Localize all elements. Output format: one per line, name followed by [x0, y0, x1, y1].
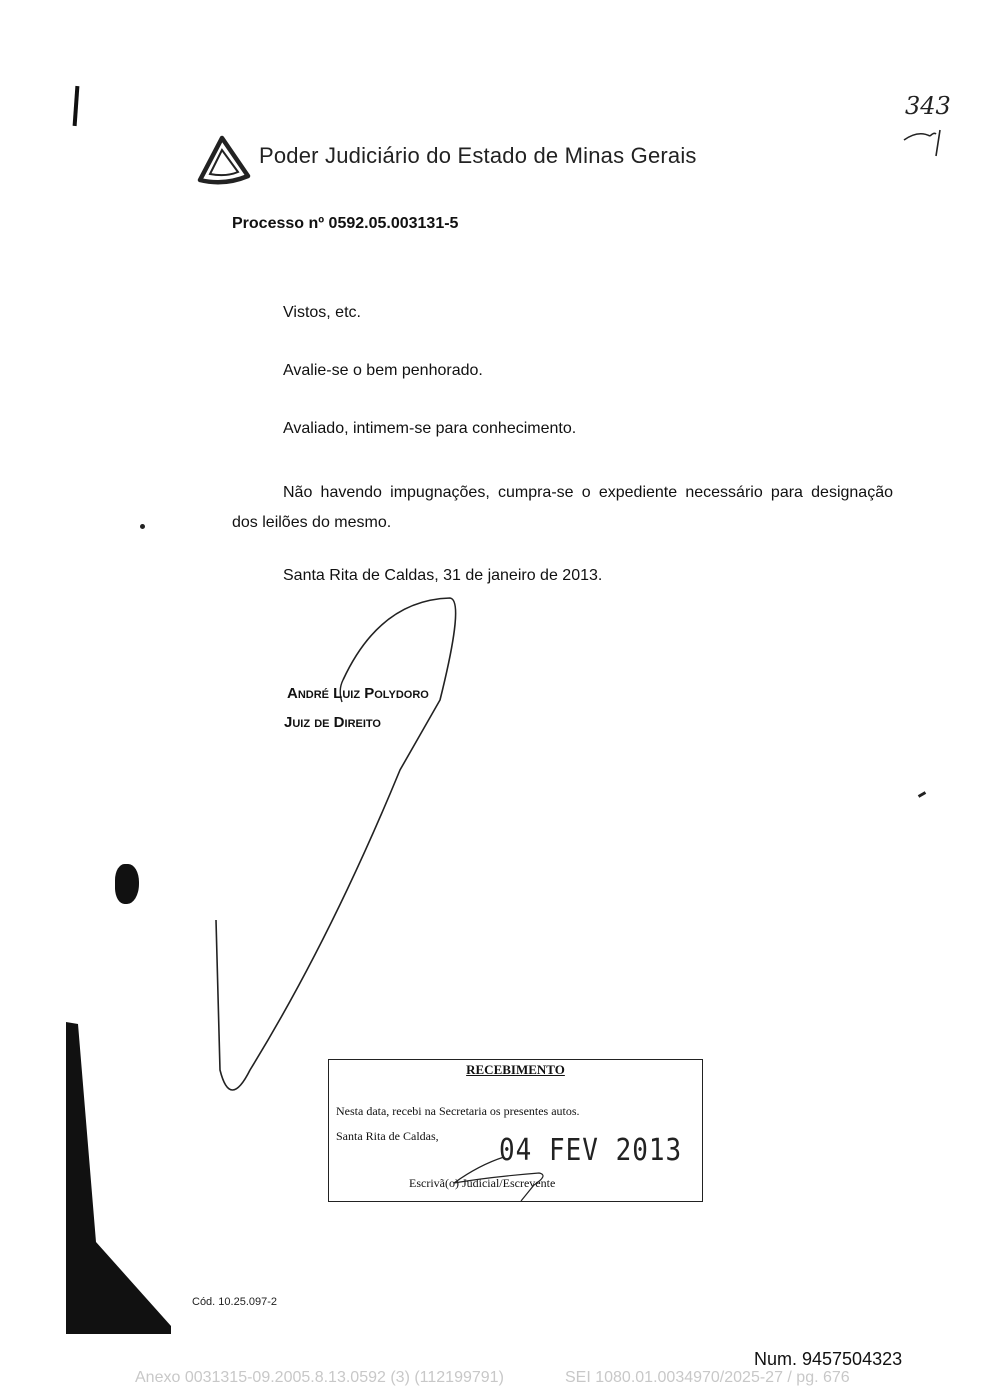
paragraph-avaliado: Avaliado, intimem-se para conhecimento.: [283, 420, 577, 437]
receipt-line-2: Santa Rita de Caldas,: [336, 1129, 439, 1143]
form-code: Cód. 10.25.097-2: [192, 1296, 278, 1308]
margin-mark: [73, 86, 80, 126]
court-triangle-logo-icon: [196, 134, 252, 186]
handwritten-initial-mark: [900, 126, 948, 162]
receipt-stamp-box: [328, 1059, 703, 1202]
receipt-date-stamp: 04 FEV 2013: [499, 1133, 683, 1169]
ink-speck: [918, 791, 926, 798]
judge-name: André Luiz Polydoro: [287, 685, 429, 702]
paragraph-avalie: Avalie-se o bem penhorado.: [283, 362, 483, 379]
paragraph-vistos: Vistos, etc.: [283, 304, 361, 321]
receipt-title: RECEBIMENTO: [466, 1062, 565, 1077]
process-number: Processo nº 0592.05.003131-5: [232, 215, 459, 232]
document-number: Num. 9457504323: [754, 1349, 903, 1369]
paragraph-impugnacoes: Não havendo impugnações, cumpra-se o expediente necessário para designação dos leilões do mesmo.: [232, 484, 893, 531]
scan-edge-shadow: [66, 1022, 171, 1334]
receipt-line-1: Nesta data, recebi na Secretaria os presentes autos.: [336, 1104, 580, 1118]
hole-punch-shadow: [115, 864, 139, 904]
clerk-signature: [449, 1155, 569, 1205]
institution-header: Poder Judiciário do Estado de Minas Gerais: [259, 143, 697, 168]
ink-speck: [140, 524, 145, 529]
handwritten-page-number: 343: [905, 92, 951, 120]
receipt-signature-label: Escrivã(o) Judicial/Escrevente: [409, 1176, 556, 1190]
judge-signature: [210, 590, 470, 1110]
place-date: Santa Rita de Caldas, 31 de janeiro de 2013.: [283, 567, 603, 584]
sei-reference: SEI 1080.01.0034970/2025-27 / pg. 676: [565, 1369, 850, 1386]
judge-title: Juiz de Direito: [284, 714, 381, 731]
annex-reference: Anexo 0031315-09.2005.8.13.0592 (3) (112199791): [135, 1369, 504, 1386]
